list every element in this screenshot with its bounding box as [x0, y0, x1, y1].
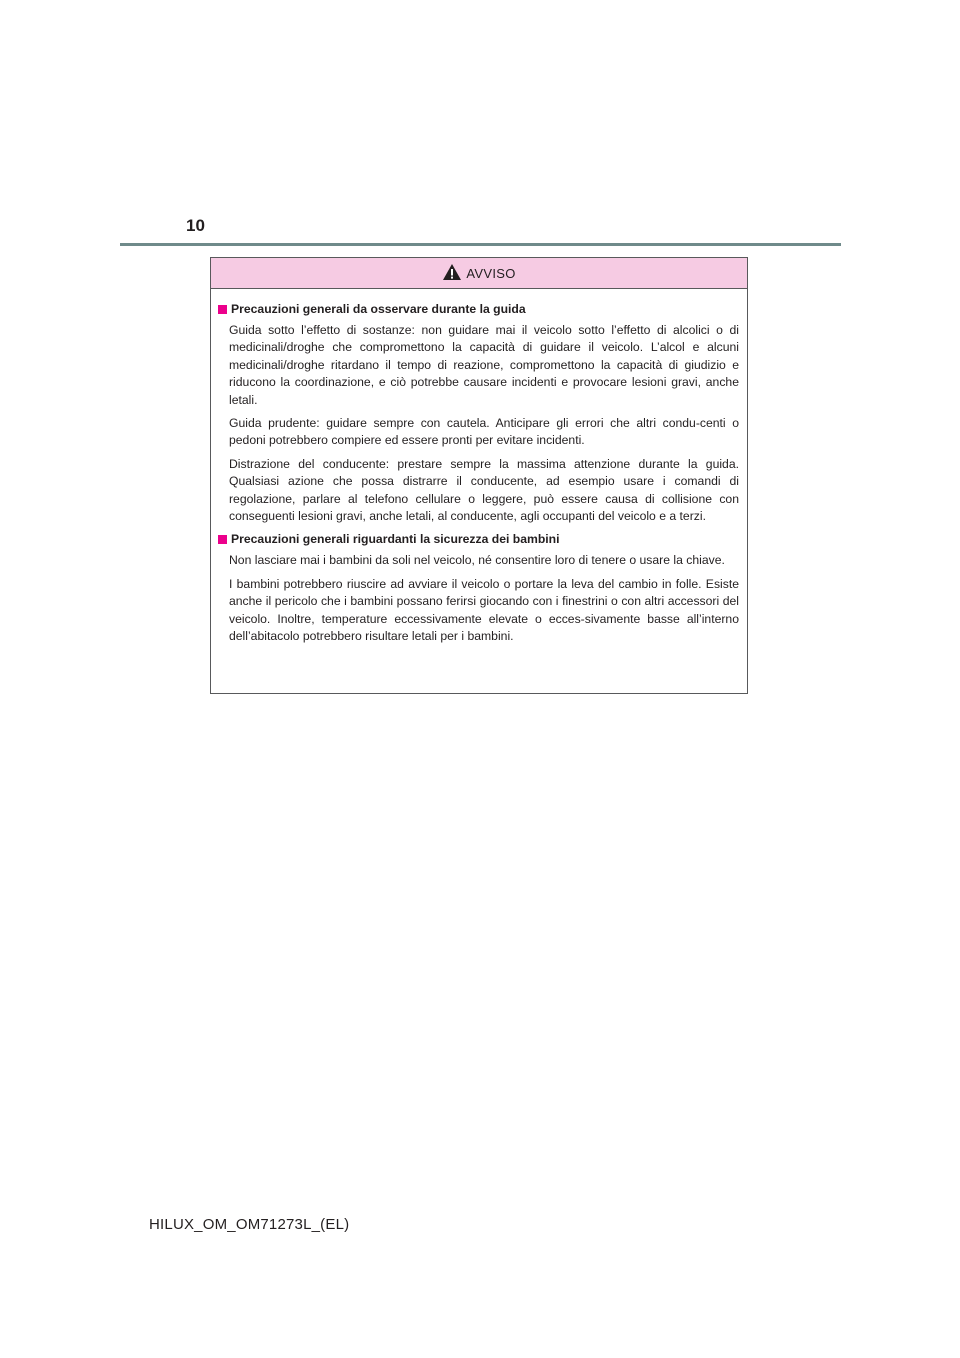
warning-header	[211, 258, 747, 289]
paragraph: Non lasciare mai i bambini da soli nel veicolo, né consentire loro di tenere o usare la chiave.	[229, 553, 725, 568]
section-title-text: Precauzioni generali da osservare durante la guida	[231, 302, 526, 316]
section-title	[218, 301, 739, 317]
warning-box	[210, 257, 748, 694]
document-code: HILUX_OM_OM71273L_(EL)	[149, 1216, 350, 1233]
paragraph: I bambini potrebbero riuscire ad avviare il veicolo o portare la leva del cambio in folle. Esiste anche il pericolo che i bambini possano ferirsi giocando con i finestrini o con altri accessori del veicolo. Inoltre, temperature eccessivamente elevate o ecces-sivamente basse all’interno dell’abitacolo potrebbero risultare letali per i bambini.	[229, 576, 739, 644]
paragraph: Guida sotto l’effetto di sostanze: non guidare mai il veicolo sotto l’effetto di alcolici o di medicinali/droghe che compromettono la capacità di guidare il veicolo. L’alcol e alcuni medicinali/droghe ritardano il tempo di reazione, compromettono la capacità di giudizio e riducono la coordinazione, e ciò potrebbe causare incidenti e provocare lesioni gravi, anche letali.	[229, 323, 739, 407]
paragraph: Distrazione del conducente: prestare sempre la massima attenzione durante la guida. Qualsiasi azione che possa distrarre il conducente, ad esempio usare i comandi di regolazione, parlare al telefono cellulare o leggere, può essere causa di collisione con conseguenti lesioni gravi, anche letali, al conducente, agli occupanti del veicolo e a terzi.	[229, 456, 739, 524]
square-bullet-icon	[218, 535, 227, 544]
paragraph: Guida prudente: guidare sempre con cautela. Anticipare gli errori che altri condu-centi o pedoni potrebbero compiere ed essere pronti per evitare incidenti.	[229, 416, 739, 448]
warning-title: AVVISO	[466, 265, 516, 281]
header-rule	[120, 243, 841, 246]
warning-triangle-icon	[442, 265, 462, 281]
section-title-text: Precauzioni generali riguardanti la sicurezza dei bambini	[231, 532, 560, 547]
page-number: 10	[186, 216, 205, 235]
square-bullet-icon	[218, 305, 227, 314]
warning-body	[211, 289, 747, 646]
section-title	[218, 531, 739, 547]
